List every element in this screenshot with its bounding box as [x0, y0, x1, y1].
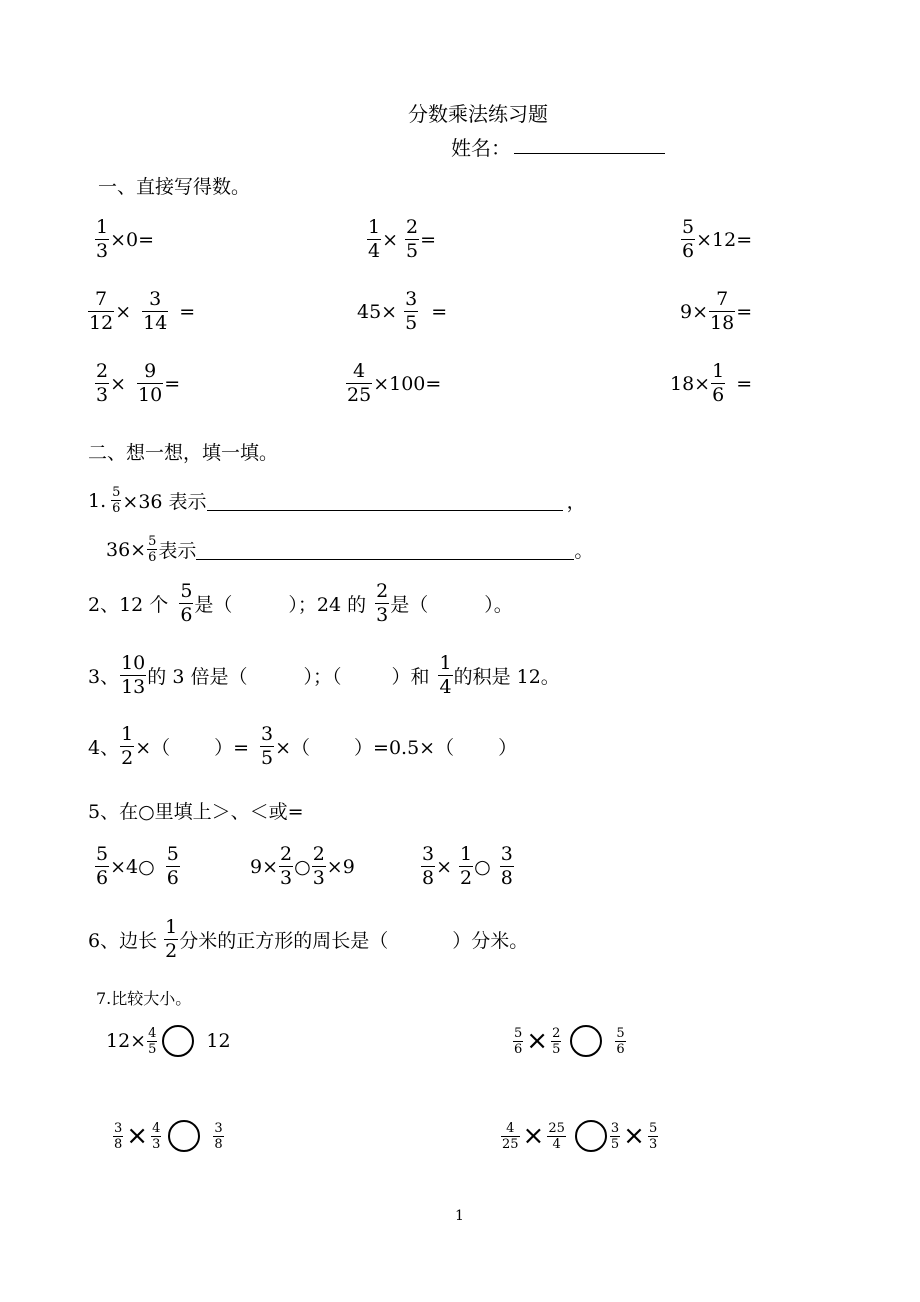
fraction: $\frac{5}{3}$: [648, 1120, 658, 1152]
expr-text: 12×: [106, 1030, 147, 1052]
fraction: $\frac{5}{6}$: [96, 843, 109, 889]
expr-text: =: [431, 300, 448, 323]
expr-text: 2、12 个: [88, 594, 169, 616]
expr-text: 4、: [88, 737, 120, 759]
fraction: $\frac{3}{8}$: [500, 843, 513, 889]
expr-text: ）；24 的: [288, 594, 367, 616]
fraction: $\frac{5}{6}$: [682, 216, 695, 262]
fraction: $\frac{5}{6}$: [112, 485, 121, 516]
expr-text: 的 3 倍是（: [147, 666, 248, 688]
expr-text: ×9: [326, 855, 355, 878]
q6: [88, 918, 528, 961]
q1a: [88, 486, 586, 515]
compare-circle[interactable]: [570, 1025, 602, 1057]
expr-text: 的积是 12。: [453, 666, 560, 688]
multiply-sign: ×: [522, 1121, 545, 1151]
s1-item-6: [680, 290, 752, 333]
expr-text: 9×: [250, 855, 279, 878]
expr-text: ×36 表示: [122, 491, 207, 513]
fraction: $\frac{3}{8}$: [114, 1120, 123, 1152]
s1-item-2: [366, 218, 436, 261]
fraction: $\frac{5}{6}$: [148, 534, 157, 565]
q-number: 1.: [88, 489, 107, 512]
q7-expr-4: [500, 1120, 659, 1152]
expr-text: =: [736, 372, 753, 395]
expr-text: ）分米。: [452, 930, 529, 952]
fraction: $\frac{4}{25}$: [347, 360, 372, 406]
fraction: $\frac{2}{3}$: [376, 580, 389, 626]
expr-text: 12: [206, 1030, 231, 1052]
name-field[interactable]: [514, 153, 665, 154]
section2-heading: 二、想一想，填一填。: [88, 442, 279, 464]
expr-text: =: [164, 372, 181, 395]
fraction: $\frac{1}{4}$: [368, 216, 381, 262]
q3: [88, 654, 560, 697]
expr-text: ×: [382, 228, 399, 251]
expr-text: ）: [498, 737, 518, 759]
fraction: $\frac{3}{14}$: [143, 288, 168, 334]
compare-circle[interactable]: [168, 1120, 200, 1152]
expr-text: 是（: [194, 594, 233, 616]
compare-blank[interactable]: ○: [474, 855, 491, 878]
fraction: $\frac{5}{6}$: [166, 843, 179, 889]
s1-item-5: [357, 290, 447, 333]
s1-item-7: [94, 362, 180, 405]
expr-text: ×（: [275, 737, 311, 759]
fraction: $\frac{5}{6}$: [180, 580, 193, 626]
fraction: $\frac{2}{3}$: [312, 843, 325, 889]
expr-text: =: [736, 300, 753, 323]
expr-text: ）和: [391, 666, 430, 688]
multiply-sign: ×: [623, 1121, 645, 1151]
expr-text: 45×: [357, 300, 398, 323]
expr-text: ×0=: [110, 228, 155, 251]
expr-text: ）。: [484, 594, 513, 616]
compare-blank[interactable]: ×4○: [110, 855, 155, 878]
q7-expr-3: [112, 1120, 225, 1152]
expr-text: 6、边长: [88, 930, 158, 952]
name-label: [451, 132, 511, 161]
q2: [88, 582, 513, 625]
q7-heading: 7.比较大小。: [96, 989, 192, 1008]
fraction: $\frac{5}{6}$: [616, 1025, 625, 1057]
fraction: $\frac{4}{3}$: [152, 1120, 161, 1152]
expr-text: 36×: [106, 538, 147, 561]
fraction: $\frac{1}{3}$: [96, 216, 109, 262]
fraction: $\frac{2}{5}$: [406, 216, 419, 262]
s1-item-8: [345, 362, 441, 405]
expr-text: 18×: [670, 372, 711, 395]
s1-item-9: [670, 362, 752, 405]
page-number: 1: [455, 1208, 464, 1224]
multiply-sign: ×: [126, 1121, 149, 1151]
fraction: $\frac{7}{12}$: [89, 288, 114, 334]
s1-item-3: [680, 218, 752, 261]
fraction: $\frac{3}{8}$: [214, 1120, 223, 1152]
expr-text: ）=0.5×（: [354, 737, 455, 759]
q1b: [106, 535, 593, 564]
fraction: $\frac{1}{2}$: [460, 843, 473, 889]
expr-text: ）；（: [303, 666, 342, 688]
fraction: $\frac{2}{3}$: [96, 360, 109, 406]
fraction: $\frac{5}{6}$: [514, 1025, 523, 1057]
expr-text: 分米的正方形的周长是（: [179, 930, 389, 952]
expr-text: =: [179, 300, 196, 323]
q7-expr-1: [106, 1025, 231, 1057]
expr-text: 。: [574, 540, 594, 562]
section1-heading: 一、直接写得数。: [98, 176, 251, 198]
fraction: $\frac{3}{5}$: [610, 1120, 620, 1152]
q5-expr-2: [250, 845, 355, 888]
q5-expr-1: [94, 845, 181, 888]
fraction: $\frac{3}{5}$: [405, 288, 418, 334]
fraction: $\frac{3}{8}$: [422, 843, 435, 889]
q5-heading: 5、在○里填上＞、＜或=: [88, 801, 304, 823]
expr-text: =: [420, 228, 437, 251]
fraction: $\frac{1}{2}$: [121, 723, 134, 769]
fraction: $\frac{25}{4}$: [548, 1120, 565, 1152]
expr-text: ×: [110, 372, 127, 395]
expr-text: ×12=: [696, 228, 753, 251]
q5-expr-3: [420, 845, 515, 888]
s1-item-1: [94, 218, 154, 261]
fraction: $\frac{9}{10}$: [138, 360, 163, 406]
expr-text: ×: [436, 855, 453, 878]
expr-text: 3、: [88, 666, 120, 688]
q7-expr-2: [512, 1025, 627, 1057]
fraction: $\frac{10}{13}$: [121, 652, 146, 698]
expr-text: 表示: [158, 540, 197, 562]
compare-blank[interactable]: ○: [294, 855, 311, 878]
compare-circle[interactable]: [575, 1120, 607, 1152]
fraction: $\frac{4}{25}$: [502, 1120, 519, 1152]
fraction: $\frac{2}{5}$: [552, 1025, 561, 1057]
expr-text: ）=: [214, 737, 250, 759]
expr-text: 是（: [390, 594, 429, 616]
fraction: $\frac{7}{18}$: [710, 288, 735, 334]
compare-circle[interactable]: [162, 1025, 194, 1057]
s1-item-4: [87, 290, 195, 333]
page-title: 分数乘法练习题: [408, 102, 548, 126]
fraction: $\frac{3}{5}$: [261, 723, 274, 769]
expr-text: ，: [566, 491, 586, 513]
expr-text: 9×: [680, 300, 709, 323]
name-label-text: 姓名：: [451, 136, 511, 160]
expr-text: ×: [115, 300, 132, 323]
fraction: $\frac{4}{5}$: [148, 1025, 157, 1057]
multiply-sign: ×: [526, 1026, 549, 1056]
answer-line[interactable]: [207, 509, 563, 511]
expr-text: ×100=: [373, 372, 442, 395]
answer-line[interactable]: [196, 558, 574, 560]
fraction: $\frac{1}{2}$: [165, 916, 178, 962]
fraction: $\frac{1}{6}$: [712, 360, 725, 406]
q4: [88, 725, 517, 768]
fraction: $\frac{2}{3}$: [280, 843, 293, 889]
expr-text: ×（: [135, 737, 171, 759]
fraction: $\frac{1}{4}$: [439, 652, 452, 698]
